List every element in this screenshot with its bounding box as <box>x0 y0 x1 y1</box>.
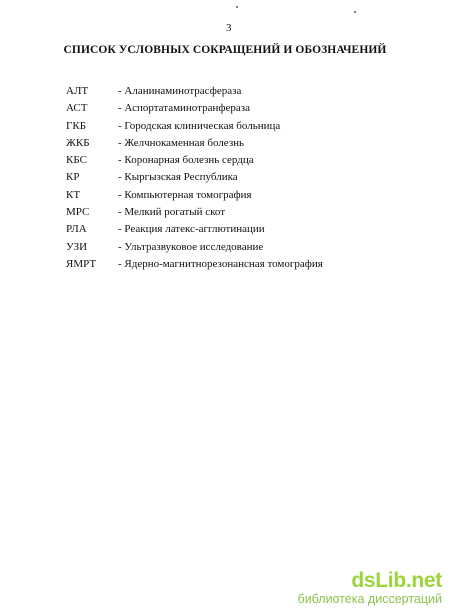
abbreviation: КТ <box>66 188 81 201</box>
page-title: СПИСОК УСЛОВНЫХ СОКРАЩЕНИЙ И ОБОЗНАЧЕНИЙ <box>63 44 387 56</box>
abbreviation: ГКБ <box>66 119 87 132</box>
watermark-subtitle: библиотека диссертаций <box>297 591 442 606</box>
abbreviation: КБС <box>66 154 87 167</box>
abbreviation-description: - Ядерно-магнитнорезонансная томография <box>118 257 323 270</box>
list-item <box>66 137 426 154</box>
abbreviation: УЗИ <box>66 240 88 253</box>
abbreviation: АСТ <box>66 102 88 115</box>
watermark-logo: dsLib.net <box>351 568 442 592</box>
dslib-watermark[interactable] <box>298 570 442 606</box>
abbreviation: ЯМРТ <box>66 257 97 270</box>
abbreviation: ЖКБ <box>66 136 90 149</box>
abbreviation-description: - Аспортатаминотранфераза <box>118 102 250 115</box>
scan-speck <box>236 6 238 8</box>
abbreviation-description: - Мелкий рогатый скот <box>118 206 226 219</box>
abbreviation-description: - Компьютерная томография <box>118 188 252 201</box>
abbreviation: КР <box>66 171 80 184</box>
list-item <box>66 154 426 171</box>
abbreviation-description: - Городская клиническая больница <box>118 119 281 132</box>
abbreviation: АЛТ <box>66 85 89 97</box>
list-item <box>66 206 426 223</box>
list-item <box>66 120 426 137</box>
list-item <box>66 102 426 119</box>
list-item <box>66 223 426 240</box>
abbreviation-description: - Ультразвуковое исследование <box>118 240 264 253</box>
abbreviation-description: - Желчнокаменная болезнь <box>118 136 245 149</box>
abbreviation: РЛА <box>66 223 87 236</box>
abbreviation-list <box>66 85 426 275</box>
abbreviation-description: - Кыргызская Республика <box>118 171 238 184</box>
list-item <box>66 85 426 102</box>
abbreviation-description: - Аланинаминотрасфераза <box>118 85 242 97</box>
list-item <box>66 258 426 275</box>
page-number: 3 <box>226 22 232 34</box>
abbreviation-description: - Коронарная болезнь сердца <box>118 154 254 167</box>
scan-speck <box>354 11 356 13</box>
list-item <box>66 171 426 188</box>
abbreviation: МРС <box>66 206 90 219</box>
abbreviation-description: - Реакция латекс-агглютинации <box>118 223 265 236</box>
list-item <box>66 241 426 258</box>
list-item <box>66 189 426 206</box>
